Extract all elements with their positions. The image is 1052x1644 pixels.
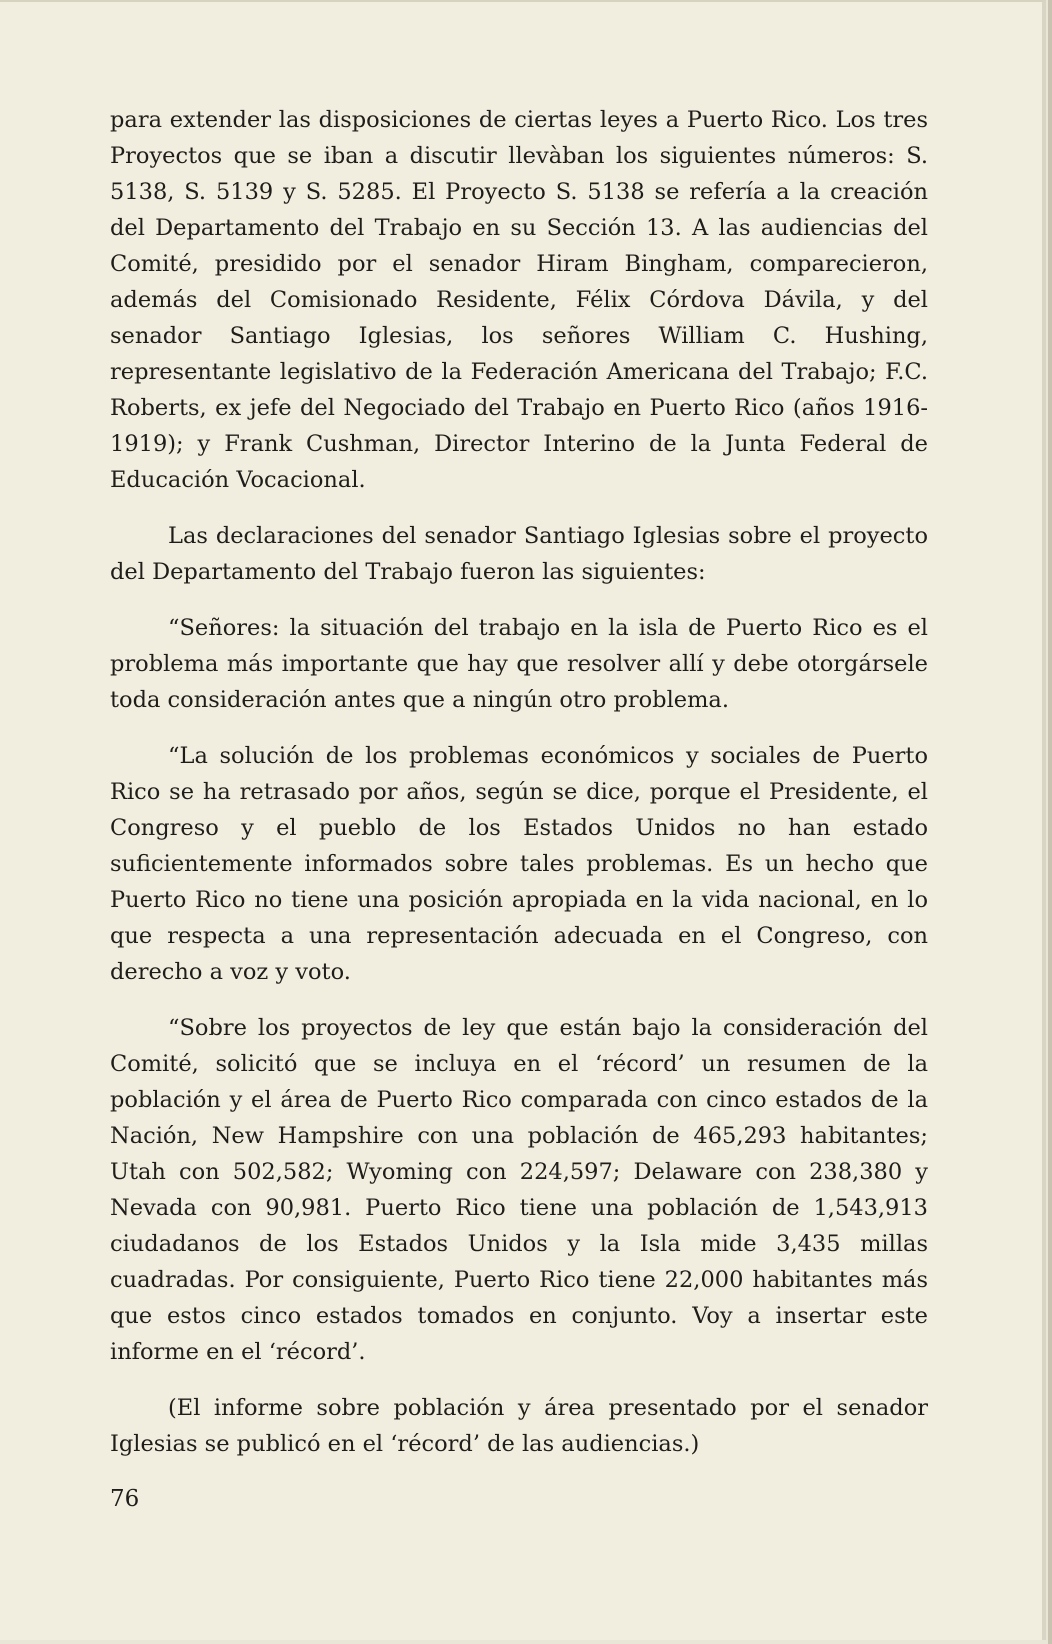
page-edge xyxy=(1048,0,1052,1644)
paragraph-quote-senores: “Señores: la situación del trabajo en la isla de Puerto Rico es el problema más importante que hay que resolver allí y debe otorgársele toda consideración antes que a ningún otro problema. xyxy=(110,615,928,713)
paragraph-informe-note: (El informe sobre población y área presentado por el senador Iglesias se publicó en el ‘récord’ de las audiencias.) xyxy=(110,1395,928,1457)
page-number: 76 xyxy=(110,1486,140,1512)
paragraph-quote-solucion: “La solución de los problemas económicos y sociales de Puerto Rico se ha retrasado por años, según se dice, porque el Presidente, el Congreso y el pueblo de los Estados Unidos no han estado suficientemente informados sobre tales problemas. Es un hecho que Puerto Rico no tiene una posición apropiada en la vida nacional, en lo que respecta a una representación adecuada en el Congreso, con derecho a voz y voto. xyxy=(110,743,928,985)
paragraph-continuation: para extender las disposiciones de ciertas leyes a Puerto Rico. Los tres Proyectos que se iban a discutir llevàban los siguientes números: S. 5138, S. 5139 y S. 5285. El Proyecto S. 5138 se refería a la creación del Departamento del Trabajo en su Sección 13. A las audiencias del Comité, presidido por el senador Hiram Bingham, comparecieron, además del Comisionado Residente, Félix Córdova Dávila, y del senador Santiago Iglesias, los señores William C. Hushing, representante legislativo de la Federación Americana del Trabajo; F.C. Roberts, ex jefe del Negociado del Trabajo en Puerto Rico (años 1916-1919); y Frank Cushman, Director Interino de la Junta Federal de Educación Vocacional. xyxy=(110,107,928,493)
paragraph-declaraciones: Las declaraciones del senador Santiago Iglesias sobre el proyecto del Departamento del Trabajo fueron las siguientes: xyxy=(110,523,928,585)
body-text xyxy=(110,102,928,1482)
paragraph-quote-proyectos: “Sobre los proyectos de ley que están bajo la consideración del Comité, solicitó que se incluya en el ‘récord’ un resumen de la población y el área de Puerto Rico comparada con cinco estados de la Nación, New Hampshire con una población de 465,293 habitantes; Utah con 502,582; Wyoming con 224,597; Delaware con 238,380 y Nevada con 90,981. Puerto Rico tiene una población de 1,543,913 ciudadanos de los Estados Unidos y la Isla mide 3,435 millas cuadradas. Por consiguiente, Puerto Rico tiene 22,000 habitantes más que estos cinco estados tomados en conjunto. Voy a insertar este informe en el ‘récord’. xyxy=(110,1015,928,1365)
